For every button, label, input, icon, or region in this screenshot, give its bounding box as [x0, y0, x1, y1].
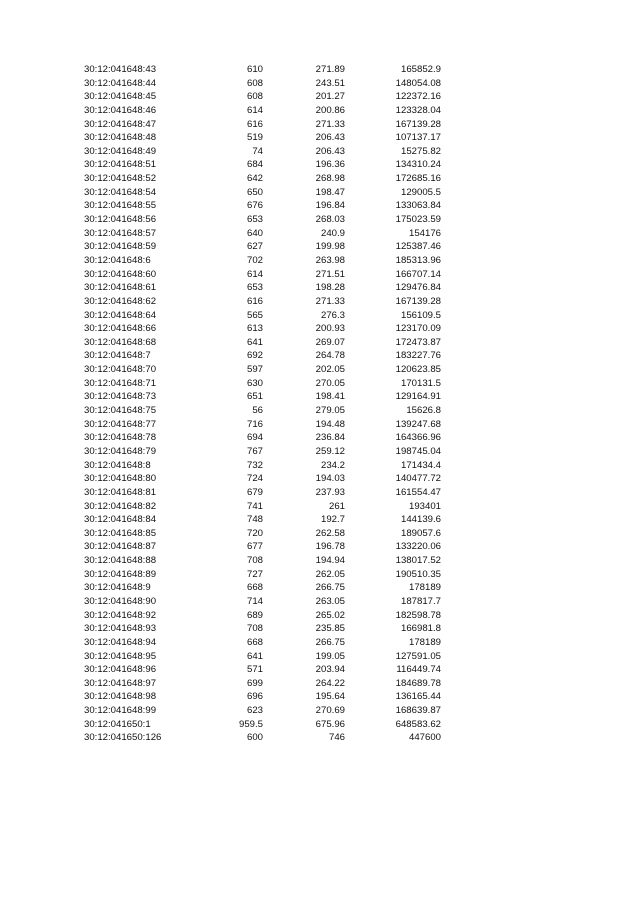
table-row — [0, 118, 640, 132]
value-cell: 630 — [246, 377, 263, 389]
value-cell: 640 — [246, 227, 263, 239]
rate-cell: 202.05 — [315, 364, 345, 376]
table-row — [0, 650, 640, 664]
cadastral-number-cell: 30:12:041648:90 — [84, 595, 157, 607]
cadastral-number-cell: 30:12:041648:71 — [84, 377, 157, 389]
value-cell: 668 — [246, 582, 263, 594]
table-row — [0, 418, 640, 432]
table-row — [0, 336, 640, 350]
rate-cell: 195.64 — [315, 691, 345, 703]
total-cell: 144139.6 — [400, 514, 441, 526]
cadastral-number-cell: 30:12:041648:97 — [84, 677, 157, 689]
table-row — [0, 145, 640, 159]
cadastral-number-cell: 30:12:041648:87 — [84, 541, 157, 553]
value-cell: 720 — [246, 527, 263, 539]
table-row — [0, 186, 640, 200]
cadastral-number-cell: 30:12:041648:55 — [84, 200, 157, 212]
table-row — [0, 254, 640, 268]
value-cell: 616 — [246, 118, 263, 130]
rate-cell: 201.27 — [315, 91, 345, 103]
cadastral-number-cell: 30:12:041648:78 — [84, 432, 157, 444]
total-cell: 183227.76 — [395, 350, 441, 362]
rate-cell: 746 — [328, 732, 345, 744]
total-cell: 125387.46 — [395, 241, 441, 253]
value-cell: 627 — [246, 241, 263, 253]
total-cell: 175023.59 — [395, 214, 441, 226]
table-row — [0, 609, 640, 623]
table-row — [0, 568, 640, 582]
rate-cell: 235.85 — [315, 623, 345, 635]
total-cell: 161554.47 — [395, 486, 441, 498]
total-cell: 648583.62 — [395, 718, 441, 730]
total-cell: 15275.82 — [400, 145, 441, 157]
value-cell: 56 — [252, 405, 263, 417]
rate-cell: 261 — [328, 500, 345, 512]
rate-cell: 203.94 — [315, 664, 345, 676]
table-row — [0, 227, 640, 241]
cadastral-number-cell: 30:12:041648:48 — [84, 132, 157, 144]
cadastral-number-cell: 30:12:041648:92 — [84, 609, 157, 621]
rate-cell: 192.7 — [320, 514, 345, 526]
rate-cell: 198.28 — [315, 282, 345, 294]
value-cell: 613 — [246, 323, 263, 335]
cadastral-number-cell: 30:12:041648:96 — [84, 664, 157, 676]
total-cell: 170131.5 — [400, 377, 441, 389]
total-cell: 190510.35 — [395, 568, 441, 580]
cadastral-number-cell: 30:12:041648:82 — [84, 500, 157, 512]
total-cell: 127591.05 — [395, 650, 441, 662]
value-cell: 668 — [246, 636, 263, 648]
table-row — [0, 281, 640, 295]
value-cell: 653 — [246, 214, 263, 226]
rate-cell: 270.69 — [315, 705, 345, 717]
table-row — [0, 158, 640, 172]
cadastral-number-cell: 30:12:041648:9 — [84, 582, 151, 594]
table-row — [0, 322, 640, 336]
value-cell: 641 — [246, 650, 263, 662]
cadastral-number-cell: 30:12:041648:46 — [84, 104, 157, 116]
value-cell: 702 — [246, 254, 263, 266]
cadastral-number-cell: 30:12:041648:89 — [84, 568, 157, 580]
rate-cell: 196.36 — [315, 159, 345, 171]
cadastral-number-cell: 30:12:041648:56 — [84, 214, 157, 226]
cadastral-number-cell: 30:12:041648:61 — [84, 282, 157, 294]
value-cell: 727 — [246, 568, 263, 580]
rate-cell: 240.9 — [320, 227, 345, 239]
total-cell: 136165.44 — [395, 691, 441, 703]
table-row — [0, 500, 640, 514]
cadastral-number-cell: 30:12:041648:98 — [84, 691, 157, 703]
total-cell: 122372.16 — [395, 91, 441, 103]
value-cell: 608 — [246, 77, 263, 89]
table-row — [0, 704, 640, 718]
rate-cell: 234.2 — [320, 459, 345, 471]
rate-cell: 268.03 — [315, 214, 345, 226]
total-cell: 120623.85 — [395, 364, 441, 376]
total-cell: 116449.74 — [396, 664, 441, 676]
cadastral-number-cell: 30:12:041648:60 — [84, 268, 157, 280]
value-cell: 748 — [246, 514, 263, 526]
total-cell: 156109.5 — [400, 309, 441, 321]
total-cell: 167139.28 — [395, 295, 441, 307]
table-row — [0, 718, 640, 732]
value-cell: 684 — [246, 159, 263, 171]
rate-cell: 206.43 — [315, 132, 345, 144]
value-cell: 608 — [246, 91, 263, 103]
total-cell: 189057.6 — [400, 527, 441, 539]
cadastral-number-cell: 30:12:041648:43 — [84, 64, 157, 75]
rate-cell: 675.96 — [315, 718, 345, 730]
rate-cell: 269.07 — [315, 336, 345, 348]
table-row — [0, 636, 640, 650]
cadastral-number-cell: 30:12:041648:52 — [84, 173, 157, 185]
value-cell: 653 — [246, 282, 263, 294]
table-row — [0, 431, 640, 445]
table-row — [0, 472, 640, 486]
cadastral-number-cell: 30:12:041648:93 — [84, 623, 157, 635]
rate-cell: 270.05 — [315, 377, 345, 389]
cadastral-number-cell: 30:12:041648:49 — [84, 145, 157, 157]
rate-cell: 265.02 — [315, 609, 345, 621]
rate-cell: 266.75 — [315, 582, 345, 594]
total-cell: 123328.04 — [395, 104, 441, 116]
table-row — [0, 663, 640, 677]
total-cell: 172473.87 — [395, 336, 441, 348]
value-cell: 614 — [246, 268, 263, 280]
total-cell: 193401 — [408, 500, 441, 512]
rate-cell: 276.3 — [320, 309, 345, 321]
total-cell: 198745.04 — [395, 445, 441, 457]
total-cell: 139247.68 — [395, 418, 441, 430]
table-row — [0, 131, 640, 145]
rate-cell: 198.47 — [315, 186, 345, 198]
cadastral-number-cell: 30:12:041648:94 — [84, 636, 157, 648]
cadastral-number-cell: 30:12:041650:126 — [84, 732, 162, 744]
table-row — [0, 104, 640, 118]
total-cell: 129476.84 — [395, 282, 441, 294]
value-cell: 679 — [246, 486, 263, 498]
table-row — [0, 527, 640, 541]
total-cell: 447600 — [408, 732, 441, 744]
value-cell: 571 — [246, 664, 263, 676]
value-cell: 714 — [246, 595, 263, 607]
value-cell: 610 — [246, 64, 263, 75]
rate-cell: 279.05 — [315, 405, 345, 417]
value-cell: 650 — [246, 186, 263, 198]
cadastral-number-cell: 30:12:041648:44 — [84, 77, 157, 89]
table-row — [0, 731, 640, 745]
total-cell: 134310.24 — [395, 159, 441, 171]
cadastral-number-cell: 30:12:041648:45 — [84, 91, 157, 103]
total-cell: 107137.17 — [395, 132, 441, 144]
total-cell: 154176 — [408, 227, 441, 239]
total-cell: 184689.78 — [395, 677, 441, 689]
cadastral-number-cell: 30:12:041648:7 — [84, 350, 151, 362]
table-row — [0, 581, 640, 595]
table-row — [0, 63, 640, 77]
table-row — [0, 513, 640, 527]
value-cell: 651 — [246, 391, 263, 403]
rate-cell: 262.58 — [315, 527, 345, 539]
cadastral-number-cell: 30:12:041648:64 — [84, 309, 157, 321]
rate-cell: 194.94 — [315, 555, 345, 567]
value-cell: 616 — [246, 295, 263, 307]
total-cell: 129005.5 — [400, 186, 441, 198]
cadastral-number-cell: 30:12:041648:6 — [84, 254, 151, 266]
value-cell: 519 — [246, 132, 263, 144]
total-cell: 123170.09 — [395, 323, 441, 335]
cadastral-number-cell: 30:12:041648:95 — [84, 650, 157, 662]
table-row — [0, 240, 640, 254]
cadastral-number-cell: 30:12:041648:51 — [84, 159, 157, 171]
rate-cell: 264.22 — [315, 677, 345, 689]
value-cell: 641 — [246, 336, 263, 348]
cadastral-number-cell: 30:12:041648:81 — [84, 486, 157, 498]
value-cell: 623 — [246, 705, 263, 717]
total-cell: 187817.7 — [400, 595, 441, 607]
cadastral-number-cell: 30:12:041648:85 — [84, 527, 157, 539]
value-cell: 741 — [246, 500, 263, 512]
rate-cell: 243.51 — [315, 77, 345, 89]
value-cell: 692 — [246, 350, 263, 362]
total-cell: 185313.96 — [395, 254, 441, 266]
rate-cell: 196.78 — [315, 541, 345, 553]
table-row — [0, 445, 640, 459]
value-cell: 708 — [246, 623, 263, 635]
table-row — [0, 540, 640, 554]
cadastral-number-cell: 30:12:041648:8 — [84, 459, 151, 471]
rate-cell: 194.03 — [315, 473, 345, 485]
rate-cell: 266.75 — [315, 636, 345, 648]
cadastral-number-cell: 30:12:041648:59 — [84, 241, 157, 253]
table-row — [0, 363, 640, 377]
rate-cell: 259.12 — [315, 445, 345, 457]
total-cell: 178189 — [408, 636, 441, 648]
rate-cell: 262.05 — [315, 568, 345, 580]
table-row — [0, 486, 640, 500]
value-cell: 694 — [246, 432, 263, 444]
table-row — [0, 404, 640, 418]
rate-cell: 271.33 — [315, 295, 345, 307]
cadastral-number-cell: 30:12:041648:75 — [84, 405, 157, 417]
total-cell: 182598.78 — [395, 609, 441, 621]
total-cell: 171434.4 — [400, 459, 441, 471]
total-cell: 133063.84 — [395, 200, 441, 212]
rate-cell: 264.78 — [315, 350, 345, 362]
cadastral-number-cell: 30:12:041648:70 — [84, 364, 157, 376]
rate-cell: 271.51 — [315, 268, 345, 280]
total-cell: 133220.06 — [395, 541, 441, 553]
table-row — [0, 90, 640, 104]
total-cell: 164366.96 — [395, 432, 441, 444]
total-cell: 168639.87 — [395, 705, 441, 717]
value-cell: 676 — [246, 200, 263, 212]
value-cell: 74 — [252, 145, 263, 157]
value-cell: 565 — [246, 309, 263, 321]
table-row — [0, 459, 640, 473]
value-cell: 696 — [246, 691, 263, 703]
cadastral-number-cell: 30:12:041648:79 — [84, 445, 157, 457]
total-cell: 166707.14 — [395, 268, 441, 280]
rate-cell: 196.84 — [315, 200, 345, 212]
rate-cell: 236.84 — [315, 432, 345, 444]
cadastral-number-cell: 30:12:041648:68 — [84, 336, 157, 348]
value-cell: 724 — [246, 473, 263, 485]
rate-cell: 206.43 — [315, 145, 345, 157]
cadastral-number-cell: 30:12:041648:84 — [84, 514, 157, 526]
cadastral-number-cell: 30:12:041648:54 — [84, 186, 157, 198]
value-cell: 767 — [246, 445, 263, 457]
value-cell: 959.5 — [238, 718, 263, 730]
rate-cell: 200.93 — [315, 323, 345, 335]
value-cell: 732 — [246, 459, 263, 471]
rate-cell: 271.89 — [315, 64, 345, 75]
table-row — [0, 268, 640, 282]
total-cell: 165852.9 — [400, 64, 441, 75]
total-cell: 167139.28 — [395, 118, 441, 130]
cadastral-number-cell: 30:12:041650:1 — [84, 718, 151, 730]
cadastral-number-cell: 30:12:041648:47 — [84, 118, 157, 130]
value-cell: 699 — [246, 677, 263, 689]
value-cell: 600 — [246, 732, 263, 744]
value-cell: 708 — [246, 555, 263, 567]
cadastral-number-cell: 30:12:041648:57 — [84, 227, 157, 239]
table-row — [0, 377, 640, 391]
total-cell: 178189 — [408, 582, 441, 594]
rate-cell: 263.05 — [315, 595, 345, 607]
cadastral-number-cell: 30:12:041648:66 — [84, 323, 157, 335]
total-cell: 140477.72 — [395, 473, 441, 485]
total-cell: 129164.91 — [395, 391, 441, 403]
table-row — [0, 554, 640, 568]
table-row — [0, 622, 640, 636]
rate-cell: 199.05 — [315, 650, 345, 662]
table-row — [0, 390, 640, 404]
table-row — [0, 199, 640, 213]
total-cell: 148054.08 — [395, 77, 441, 89]
value-cell: 716 — [246, 418, 263, 430]
table-row — [0, 295, 640, 309]
table-row — [0, 309, 640, 323]
rate-cell: 200.86 — [315, 104, 345, 116]
total-cell: 172685.16 — [395, 173, 441, 185]
cadastral-number-cell: 30:12:041648:77 — [84, 418, 157, 430]
value-cell: 597 — [246, 364, 263, 376]
value-cell: 614 — [246, 104, 263, 116]
rate-cell: 271.33 — [315, 118, 345, 130]
rate-cell: 263.98 — [315, 254, 345, 266]
rate-cell: 194.48 — [315, 418, 345, 430]
cadastral-number-cell: 30:12:041648:88 — [84, 555, 157, 567]
total-cell: 138017.52 — [395, 555, 441, 567]
rate-cell: 199.98 — [315, 241, 345, 253]
cadastral-number-cell: 30:12:041648:99 — [84, 705, 157, 717]
total-cell: 15626.8 — [406, 405, 441, 417]
table-row — [0, 349, 640, 363]
value-cell: 677 — [246, 541, 263, 553]
cadastral-number-cell: 30:12:041648:80 — [84, 473, 157, 485]
cadastral-number-cell: 30:12:041648:62 — [84, 295, 157, 307]
cadastral-number-cell: 30:12:041648:73 — [84, 391, 157, 403]
total-cell: 166981.8 — [400, 623, 441, 635]
table-row — [0, 690, 640, 704]
data-table — [0, 63, 640, 745]
table-row — [0, 172, 640, 186]
rate-cell: 198.41 — [315, 391, 345, 403]
value-cell: 642 — [246, 173, 263, 185]
rate-cell: 237.93 — [315, 486, 345, 498]
table-row — [0, 213, 640, 227]
table-row — [0, 77, 640, 91]
table-row — [0, 595, 640, 609]
rate-cell: 268.98 — [315, 173, 345, 185]
table-row — [0, 677, 640, 691]
value-cell: 689 — [246, 609, 263, 621]
